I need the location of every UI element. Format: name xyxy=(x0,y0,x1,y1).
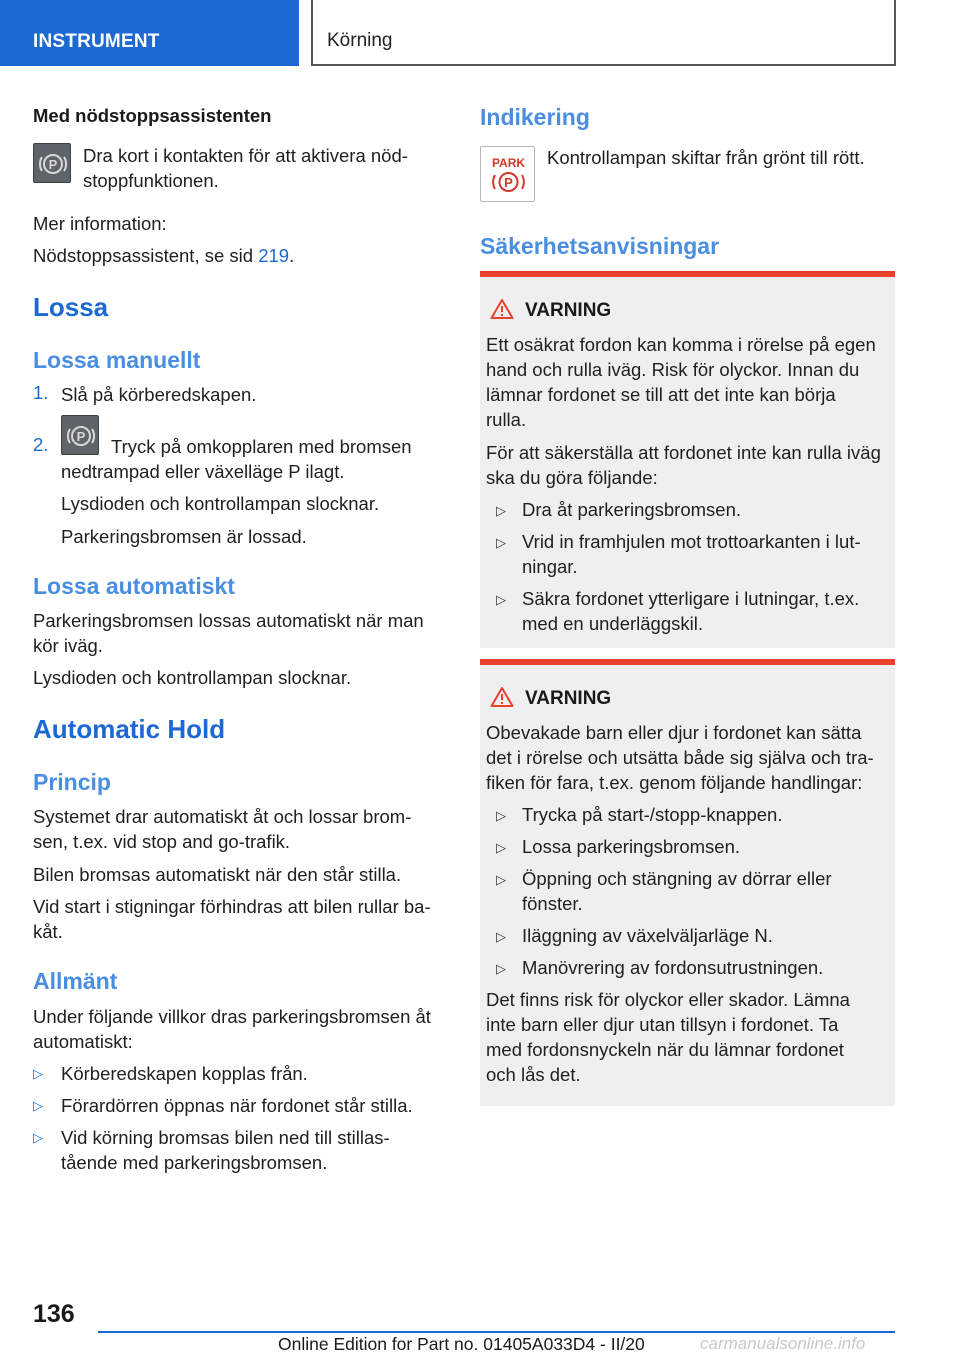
assistant-page-link[interactable]: 219 xyxy=(258,245,290,266)
footer-edition: Online Edition for Part no. 01405A033D4 - II/20 xyxy=(278,1334,645,1354)
general-bullet1: Körberedskapen kopplas från. xyxy=(61,1063,308,1084)
warn2-bullet4: Iläggning av växelväljarläge N. xyxy=(522,925,773,946)
bullet-triangle-icon: ▷ xyxy=(496,872,506,887)
more-info-label: Mer information: xyxy=(33,213,167,234)
principle-heading: Princip xyxy=(33,769,111,795)
warn2-p2-l3: med fordonsnyckeln när du lämnar fordonet xyxy=(486,1039,844,1060)
svg-text:P: P xyxy=(504,175,513,190)
warn1-bullet3-l2: med en underläggskil. xyxy=(522,613,703,634)
svg-text:P: P xyxy=(76,429,86,444)
principle-line2: sen, t.ex. vid stop and go-trafik. xyxy=(33,831,291,852)
warn2-p2-l4: och lås det. xyxy=(486,1064,581,1085)
step1-number: 1. xyxy=(33,382,49,403)
principle-still: Bilen bromsas automatiskt när den står stilla. xyxy=(33,864,402,885)
general-heading: Allmänt xyxy=(33,968,118,994)
indication-heading: Indikering xyxy=(480,104,590,130)
auto-led-text: Lysdioden och kontrollampan slocknar. xyxy=(33,667,352,688)
warn2-p2-l2: inte barn eller djur utan tillsyn i fordonet. Ta xyxy=(486,1014,839,1035)
step1-text: Slå på körberedskapen. xyxy=(61,384,257,405)
step2-released-text: Parkeringsbromsen är lossad. xyxy=(61,526,307,547)
principle-line1: Systemet drar automatiskt åt och lossar brom- xyxy=(33,806,412,827)
step2-line1: Tryck på omkopplaren med bromsen xyxy=(111,436,412,457)
bullet-triangle-icon: ▷ xyxy=(496,808,506,823)
principle-slope2: kåt. xyxy=(33,921,63,942)
general-line2: automatiskt: xyxy=(33,1031,133,1052)
warn1-bullet1: Dra åt parkeringsbromsen. xyxy=(522,499,742,520)
parking-brake-switch-icon xyxy=(61,415,99,455)
warn2-bullet3-l2: fönster. xyxy=(522,893,583,914)
page-number: 136 xyxy=(33,1300,75,1328)
bullet-triangle-icon: ▷ xyxy=(496,503,506,518)
bullet-triangle-icon: ▷ xyxy=(496,929,506,944)
principle-slope1: Vid start i stigningar förhindras att bilen rullar ba- xyxy=(33,896,431,917)
chapter-tab: Körning xyxy=(311,0,896,66)
warn1-p1-l2: hand och rulla iväg. Risk för olyckor. Innan du xyxy=(486,359,860,380)
bullet-triangle-icon: ▷ xyxy=(496,535,506,550)
warn1-bullet2-l2: ningar. xyxy=(522,556,578,577)
warn2-bullet1: Trycka på start-/stopp-knappen. xyxy=(522,804,783,825)
bullet-triangle-icon: ▷ xyxy=(496,961,506,976)
warn1-p1-l1: Ett osäkrat fordon kan komma i rörelse på egen xyxy=(486,334,876,355)
assistant-ref-end: . xyxy=(289,245,295,266)
park-icon-label: PARK xyxy=(491,156,526,170)
parking-brake-switch-icon xyxy=(33,143,71,183)
warning-title: VARNING xyxy=(525,688,612,709)
footer-rule xyxy=(98,1331,895,1333)
automatic-hold-heading: Automatic Hold xyxy=(33,714,226,744)
warning-title: VARNING xyxy=(525,300,612,321)
warn2-p2-l1: Det finns risk för olyckor eller skador. Lämna xyxy=(486,989,850,1010)
page-header xyxy=(0,0,960,66)
park-indicator-icon xyxy=(480,146,535,202)
emergency-line2: stoppfunktionen. xyxy=(83,170,219,191)
general-bullet3-line1: Vid körning bromsas bilen ned till stillas- xyxy=(61,1127,390,1148)
bullet-triangle-icon: ▷ xyxy=(496,592,506,607)
auto-release-heading: Lossa automatiskt xyxy=(33,573,235,599)
warning-triangle-icon xyxy=(490,298,514,325)
warn2-p1-l3: fiken för fara, t.ex. genom följande handlingar: xyxy=(486,772,863,793)
warn2-p1-l2: det i rörelse och utsätta både sig själva och tra- xyxy=(486,747,874,768)
general-bullet3-line2: tående med parkeringsbromsen. xyxy=(61,1152,328,1173)
warn1-p1-l4: rulla. xyxy=(486,409,527,430)
auto-line1: Parkeringsbromsen lossas automatiskt när man xyxy=(33,610,424,631)
svg-text:P: P xyxy=(48,157,58,172)
assistant-ref-text: Nödstoppsassistent, se sid xyxy=(33,245,259,266)
step2-line2: nedtrampad eller växelläge P ilagt. xyxy=(61,461,345,482)
emergency-line1: Dra kort i kontakten för att aktivera nöd- xyxy=(83,145,408,166)
warn2-bullet5: Manövrering av fordonsutrustningen. xyxy=(522,957,824,978)
step2-number: 2. xyxy=(33,434,49,455)
release-heading: Lossa xyxy=(33,292,109,322)
warning-box-2 xyxy=(480,659,895,1106)
bullet-triangle-icon: ▷ xyxy=(33,1098,43,1113)
general-line1: Under följande villkor dras parkeringsbromsen åt xyxy=(33,1006,431,1027)
warn1-p2-l2: ska du göra följande: xyxy=(486,467,658,488)
safety-heading: Säkerhetsanvisningar xyxy=(480,233,720,259)
indication-text: Kontrollampan skiftar från grönt till rött. xyxy=(547,147,865,168)
warn2-bullet3-l1: Öppning och stängning av dörrar eller xyxy=(522,868,832,889)
warn1-bullet2-l1: Vrid in framhjulen mot trottoarkanten i lut- xyxy=(522,531,861,552)
bullet-triangle-icon: ▷ xyxy=(33,1066,43,1081)
warn1-p2-l1: För att säkerställa att fordonet inte kan rulla iväg xyxy=(486,442,881,463)
warning-triangle-icon xyxy=(490,686,514,713)
warning-box-1 xyxy=(480,271,895,648)
warn1-p1-l3: lämnar fordonet se till att det inte kan börja xyxy=(486,384,836,405)
warn2-p1-l1: Obevakade barn eller djur i fordonet kan sätta xyxy=(486,722,862,743)
warning-bar xyxy=(480,659,895,665)
warning-bar xyxy=(480,271,895,277)
watermark: carmanualsonline.info xyxy=(700,1334,866,1353)
bullet-triangle-icon: ▷ xyxy=(33,1130,43,1145)
step2-led-text: Lysdioden och kontrollampan slocknar. xyxy=(61,493,380,514)
warn2-bullet2: Lossa parkeringsbromsen. xyxy=(522,836,740,857)
assistant-reference xyxy=(33,243,294,268)
bullet-triangle-icon: ▷ xyxy=(496,840,506,855)
manual-release-heading: Lossa manuellt xyxy=(33,347,201,373)
warn1-bullet3-l1: Säkra fordonet ytterligare i lutningar, t.ex. xyxy=(522,588,860,609)
section-tab: INSTRUMENT xyxy=(0,0,299,66)
general-bullet2: Förardörren öppnas när fordonet står stilla. xyxy=(61,1095,413,1116)
emergency-heading: Med nödstoppsassistenten xyxy=(33,105,272,126)
auto-line2: kör iväg. xyxy=(33,635,103,656)
